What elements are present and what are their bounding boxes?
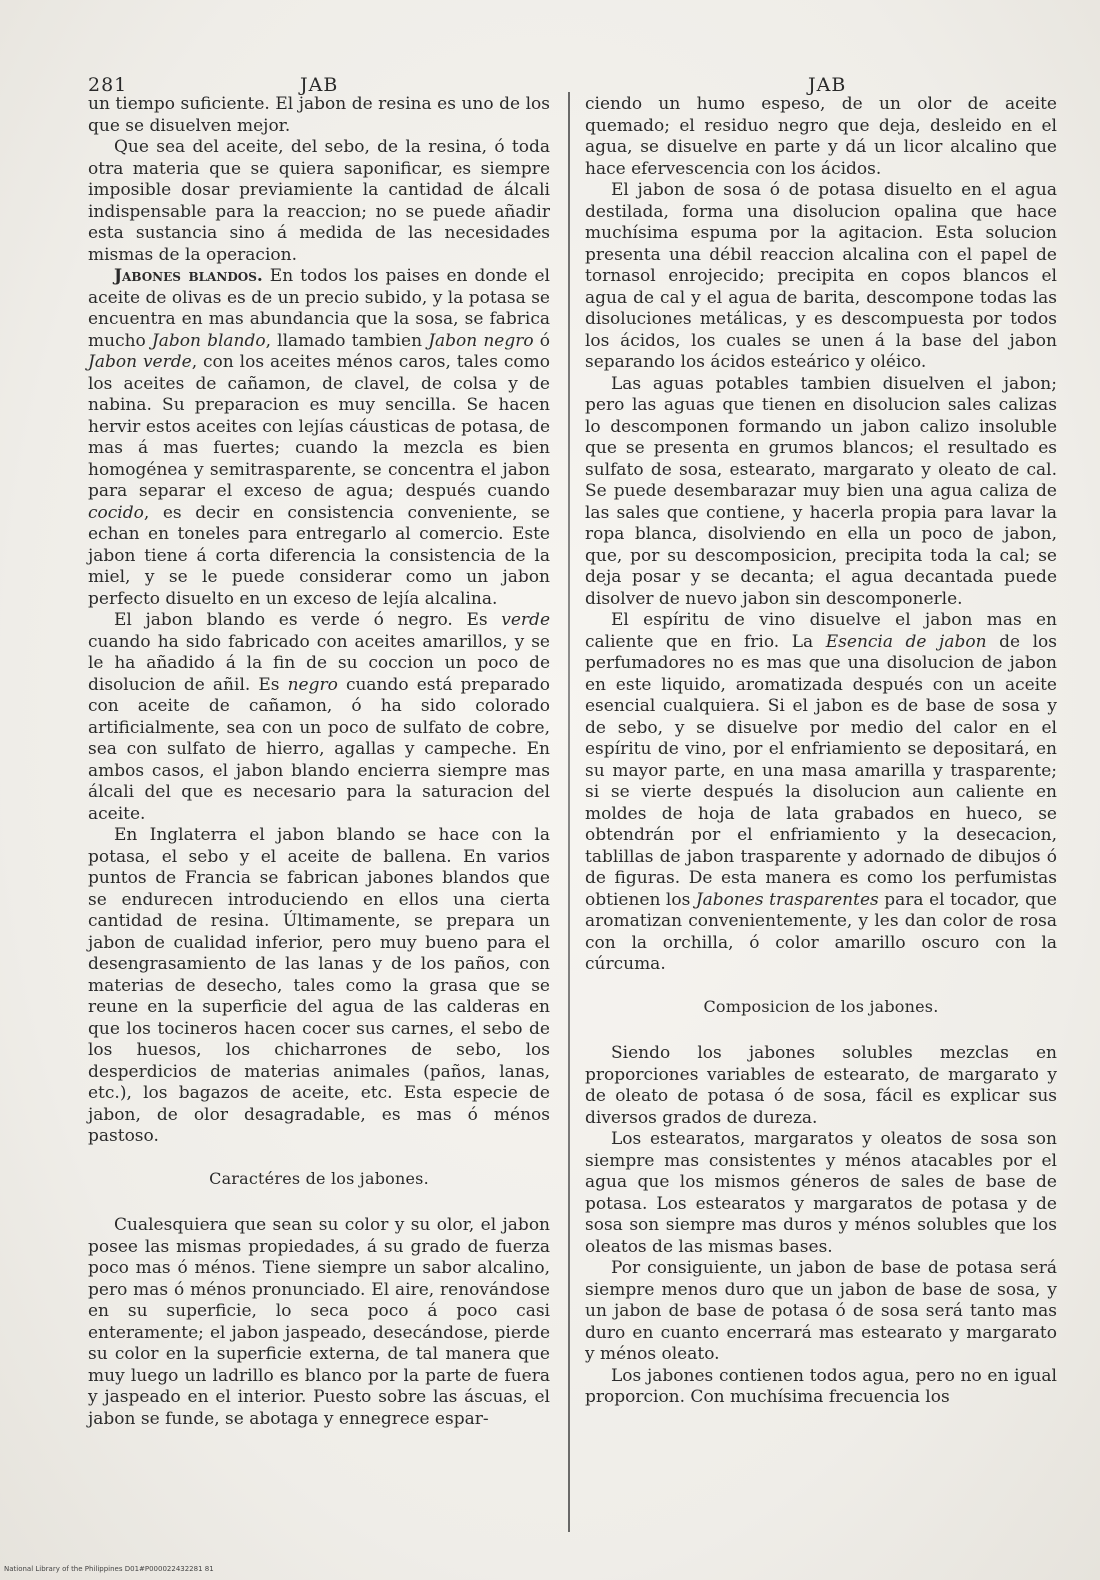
paragraph: El jabon de sosa ó de potasa disuelto en el agua destilada, forma una disolucion opalina que hace muchísima espuma por la agitacion. Esta solucion presenta una débil reaccion alcalina con el papel de tornasol enrojecido; precipita en copos blancos el agua de cal y el agua de barita, descompone todas las disoluciones metálicas, y es descompuesta por todos los ácidos, los cuales se unen á la base del jabon separando los ácidos esteárico y oléico. [585, 180, 1057, 372]
paragraph: un tiempo suficiente. El jabon de resina es uno de los que se disuelven mejor. [88, 94, 550, 136]
paragraph: Cualesquiera que sean su color y su olor, el jabon posee las mismas propiedades, á su grado de fuerza poco mas ó ménos. Tiene siempre un sabor alcalino, pero mas ó ménos pronunciado. El aire, renovándose en su superficie, lo seca poco á poco casi enteramente; el jabon jaspeado, desecándose, pierde su color en la superficie externa, de tal manera que muy luego un ladrillo es blanco por la parte de fuera y jaspeado en el interior. Puesto sobre las áscuas, el jabon se funde, se abotaga y ennegrece espar- [88, 1215, 550, 1429]
page-number: 281 [88, 74, 128, 96]
paragraph: ciendo un humo espeso, de un olor de aceite quemado; el residuo negro que deja, desleido en el agua, se disuelve en parte y dá un licor alcalino que hace efervescencia con los ácidos. [585, 94, 1057, 179]
paragraph: El jabon blando es verde ó negro. Es verde cuando ha sido fabricado con aceites amarillos, y se le ha añadido á la fin de su coccion un poco de disolucion de añil. Es negro cuando está preparado con aceite de cañamon, ó ha sido colorado artificialmente, sea con un poco de sulfato de cobre, sea con sulfato de hierro, agallas y campeche. En ambos casos, el jabon blando encierra siempre mas álcali del que es necesario para la saturacion del aceite. [88, 610, 551, 824]
paragraph: Por consiguiente, un jabon de base de potasa será siempre menos duro que un jabon de base de sosa, y un jabon de base de potasa ó de sosa será tanto mas duro en cuanto encerrará mas estearato y margarato y ménos oleato. [585, 1258, 1057, 1364]
run-in-heading: Jabones blandos. [114, 266, 263, 286]
paragraph: Que sea del aceite, del sebo, de la resina, ó toda otra materia que se quiera saponificar, es siempre imposible dosar previamiente la cantidad de álcali indispensable para la reaccion; no se puede añadir esta sustancia sino á medida de las necesidades mismas de la operacion. [88, 137, 550, 265]
left-column [88, 94, 550, 1430]
right-column [585, 94, 1057, 1409]
column-divider [568, 92, 570, 1532]
section-heading: Caractéres de los jabones. [209, 1168, 429, 1188]
paragraph-jabones-blandos: Jabones blandos. En todos los paises en donde el aceite de olivas es de un precio subido, y la potasa se encuentra en mas abundancia que la sosa, se fabrica mucho Jabon blando, llamado tambien Jabon negro ó Jabon verde, con los aceites ménos caros, tales como los aceites de cañamon, de clavel, de colsa y de nabina. Su preparacion es muy sencilla. Se hacen hervir estos aceites con lejías cáusticas de potasa, de mas á mas fuertes; cuando la mezcla es bien homogénea y semitrasparente, se concentra el jabon para separar el exceso de agua; después cuando cocido, es decir en consistencia conveniente, se echan en toneles para entregarlo al comercio. Este jabon tiene á corta diferencia la consistencia de la miel, y se le puede considerar como un jabon perfecto disuelto en un exceso de lejía alcalina. [88, 266, 550, 609]
paragraph: El espíritu de vino disuelve el jabon mas en caliente que en frio. La Esencia de jabon de los perfumadores no es mas que una disolucion de jabon en este liquido, aromatizada después con un aceite esencial cualquiera. Si el jabon es de base de sosa y de sebo, y se disuelve por medio del calor en el espíritu de vino, por el enfriamiento se depositará, en su mayor parte, en una masa amarilla y trasparente; si se vierte después la disolucion aun caliente en moldes de hoja de lata grabados en hueco, se obtendrán por el enfriamiento y la desecacion, tablillas de jabon trasparente y adornado de dibujos ó de figuras. De esta manera es como los perfumistas obtienen los Jabones trasparentes para el tocador, que aromatizan convenientemente, y les dan color de rosa con la orchilla, ó color amarillo oscuro con la cúrcuma. [585, 610, 1057, 974]
paragraph: Los estearatos, margaratos y oleatos de sosa son siempre mas consistentes y ménos atacables por el agua que los mismos géneros de sales de base de potasa. Los estearatos y margaratos de potasa y de sosa son siempre mas duros y ménos solubles que los oleatos de las mismas bases. [585, 1129, 1057, 1257]
paragraph: Las aguas potables tambien disuelven el jabon; pero las aguas que tienen en disolucion sales calizas lo descomponen formando un jabon calizo insoluble que se presenta en grumos blancos; el resultado es sulfato de sosa, estearato, margarato y oleato de cal. Se puede desembarazar muy bien una agua caliza de las sales que contiene, y hacerla propia para lavar la ropa blanca, disolviendo en ella un poco de jabon, que, por su descomposicion, precipita toda la cal; se deja posar y se decanta; el agua decantada puede disolver de nuevo jabon sin descomponerle. [585, 373, 1057, 609]
paragraph: Siendo los jabones solubles mezclas en proporciones variables de estearato, de margarato y de oleato de potasa ó de sosa, fácil es explicar sus diversos grados de dureza. [585, 1043, 1057, 1128]
running-head-left: JAB [300, 74, 339, 96]
scan-credit: National Library of the Philippines D01#P000022432281 81 [4, 1565, 214, 1573]
paragraph: En Inglaterra el jabon blando se hace con la potasa, el sebo y el aceite de ballena. En varios puntos de Francia se fabrican jabones blandos que se endurecen introduciendo en ellos una cierta cantidad de resina. Últimamente, se prepara un jabon de cualidad inferior, pero muy bueno para el desengrasamiento de las lanas y de los paños, con materias de desecho, tales como la grasa que se reune en la superficie del agua de las calderas en que los tocineros hacen cocer sus carnes, el sebo de los huesos, los chicharrones de sebo, los desperdicios de materias animales (paños, lanas, etc.), los bagazos de aceite, etc. Esta especie de jabon, de olor desagradable, es mas ó ménos pastoso. [88, 825, 550, 1146]
section-heading: Composicion de los jabones. [703, 996, 939, 1016]
running-head-right: JAB [808, 74, 847, 96]
paragraph: Los jabones contienen todos agua, pero no en igual proporcion. Con muchísima frecuencia los [585, 1365, 1057, 1407]
